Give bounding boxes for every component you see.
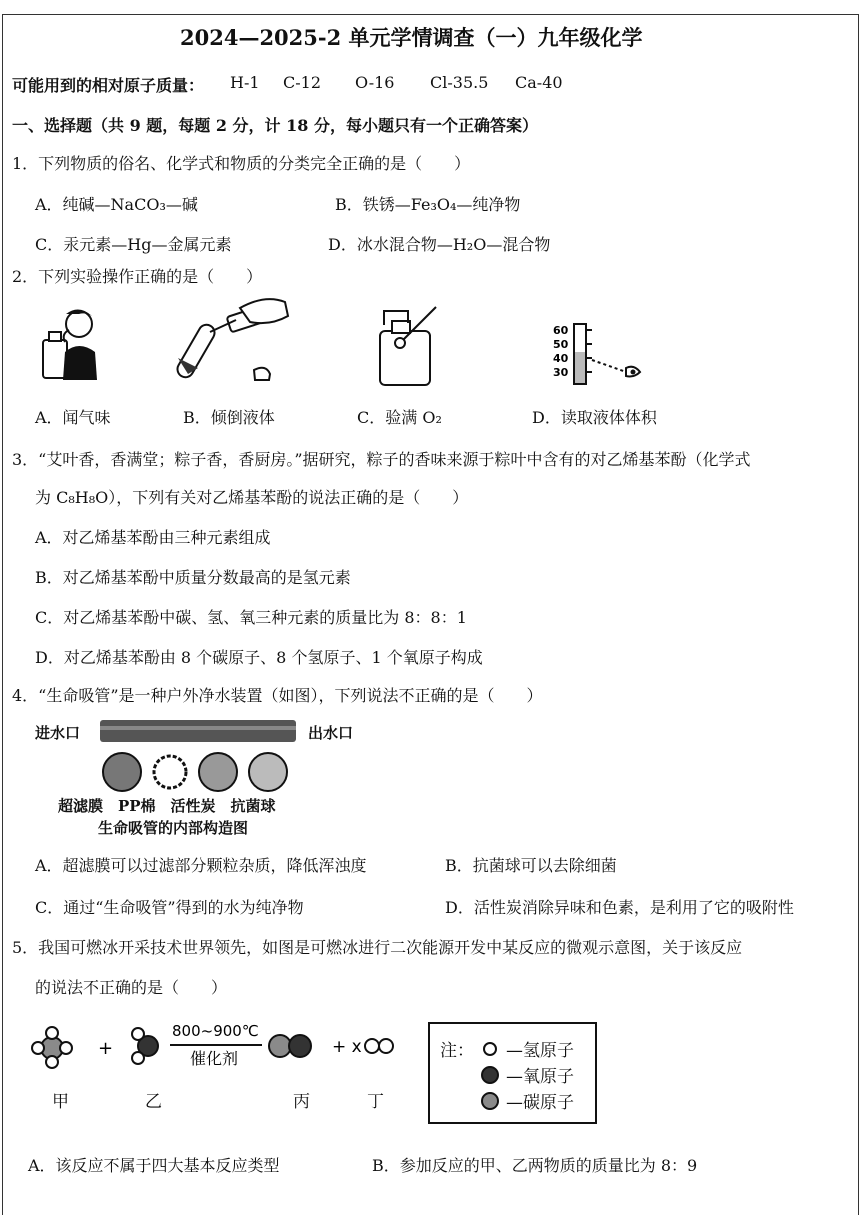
legend-atom-icons [480,1039,504,1115]
atomic-mass-h: H-1 [230,73,260,92]
activated-carbon-disc [199,753,237,791]
label-yi: 乙 [145,1092,162,1112]
scale-30: 30 [553,366,569,379]
plus-sign-2: + x [332,1037,362,1057]
section-heading: 一、选择题（共 9 题，每题 2 分，计 18 分，每小题只有一个正确答案） [12,116,538,135]
scale-60: 60 [553,324,569,337]
legend-oxygen: —氧原子 [506,1067,574,1087]
q2-option-a: A．闻气味 [35,408,111,427]
pp-cotton-disc [154,756,186,788]
q5-stem-line1: 5．我国可燃冰开采技术世界领先，如图是可燃冰进行二次能源开发中某反应的微观示意图，关于该反应 [12,938,743,957]
atomic-mass-o: O-16 [355,73,395,92]
q3-option-d: D．对乙烯基苯酚由 8 个碳原子、8 个氢原子、1 个氧原子构成 [35,648,483,667]
q5-option-b: B．参加反应的甲、乙两物质的质量比为 8：9 [372,1156,698,1175]
reaction-diagram [30,1022,430,1094]
q3-stem-line2: 为 C₈H₈O），下列有关对乙烯基苯酚的说法正确的是（ ） [35,488,469,507]
scale-40: 40 [553,352,569,365]
q5-stem-line2: 的说法不正确的是（ ） [35,978,228,997]
q3-option-c: C．对乙烯基苯酚中碳、氢、氧三种元素的质量比为 8：8：1 [35,608,467,627]
q1-stem: 1．下列物质的俗名、化学式和物质的分类完全正确的是（ ） [12,154,471,173]
scale-50: 50 [553,338,569,351]
q4-option-d: D．活性炭消除异味和色素，是利用了它的吸附性 [445,898,794,917]
atomic-mass-ca: Ca-40 [515,73,563,92]
q4-option-b: B．抗菌球可以去除细菌 [445,856,617,875]
q2-option-b: B．倾倒液体 [183,408,275,427]
hydrogen-atom-icon [484,1043,496,1055]
legend-carbon: —碳原子 [506,1093,574,1113]
graduated-cylinder-icon [548,318,658,388]
q1-option-c: C．汞元素—Hg—金属元素 [35,235,232,254]
smell-figure-icon [35,300,110,382]
oxygen-test-bottle-icon [370,303,445,388]
ultrafilter-disc [103,753,141,791]
q4-option-a: A．超滤膜可以过滤部分颗粒杂质，降低浑浊度 [35,856,367,875]
q1-option-a: A．纯碱—NaCO₃—碱 [35,195,198,214]
q1-option-d: D．冰水混合物—H₂O—混合物 [328,235,551,254]
q2-option-d: D．读取液体体积 [532,408,657,427]
oxygen-atom-icon [482,1067,498,1083]
legend-title: 注： [440,1041,474,1061]
life-straw-diagram [98,716,298,792]
q5-option-a: A．该反应不属于四大基本反应类型 [28,1156,280,1175]
q3-option-a: A．对乙烯基苯酚由三种元素组成 [35,528,271,547]
label-ding: 丁 [367,1092,384,1112]
q3-option-b: B．对乙烯基苯酚中质量分数最高的是氢元素 [35,568,351,587]
catalyst-label: 催化剂 [190,1049,239,1068]
pouring-liquid-icon [170,292,295,387]
carbon-atom-icon [482,1093,498,1109]
atomic-mass-cl: Cl-35.5 [430,73,489,92]
legend-hydrogen: —氢原子 [506,1041,574,1061]
atomic-mass-c: C-12 [283,73,322,92]
label-jia: 甲 [52,1092,69,1112]
label-bing: 丙 [293,1092,310,1112]
inlet-label: 进水口 [35,724,81,742]
antibacterial-ball-disc [249,753,287,791]
atomic-mass-label: 可能用到的相对原子质量： [12,76,205,95]
plus-sign-1: + [98,1038,114,1059]
outlet-label: 出水口 [308,724,354,742]
q4-option-c: C．通过“生命吸管”得到的水为纯净物 [35,898,304,917]
straw-parts-labels: 超滤膜 PP棉 活性炭 抗菌球 [58,797,276,815]
reaction-condition: 800~900℃ [172,1022,259,1040]
straw-caption: 生命吸管的内部构造图 [98,819,249,837]
q3-stem-line1: 3．“艾叶香，香满堂；粽子香，香厨房。”据研究，粽子的香味来源于粽叶中含有的对乙烯基苯酚（化学式 [12,450,751,469]
q2-option-c: C．验满 O₂ [357,408,442,427]
q1-option-b: B．铁锈—Fe₃O₄—纯净物 [335,195,521,214]
q4-stem: 4．“生命吸管”是一种户外净水装置（如图），下列说法不正确的是（ ） [12,686,543,705]
legend-box [428,1022,597,1124]
page-title: 2024—2025-2 单元学情调查（一）九年级化学 [180,25,643,50]
q2-stem: 2．下列实验操作正确的是（ ） [12,267,263,286]
